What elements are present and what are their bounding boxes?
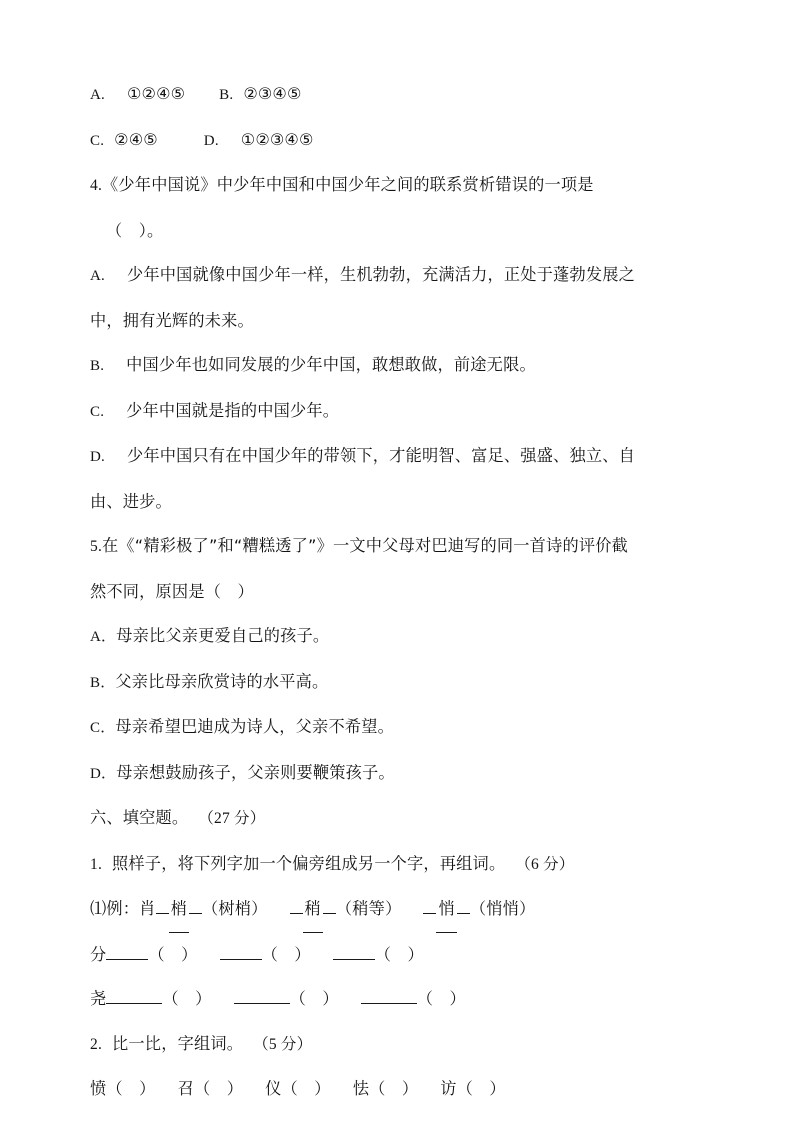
fill-q2-char-1: 愤 (90, 1079, 107, 1098)
fill-q1-row-1 (90, 933, 719, 978)
question4-stem-line1 (90, 163, 719, 209)
example-lead-underline-1 (156, 898, 169, 914)
question5-option-a-text: 母亲比父亲更爱自己的孩子。 (116, 626, 330, 645)
fill-q1-example-word-2: （稍等） (335, 899, 402, 918)
fill-q1-row1-paren-2[interactable]: （ ） (261, 944, 311, 964)
question5-number: 5. (90, 538, 103, 555)
option-b-letter: B. (219, 87, 234, 103)
fill-q1-row-2 (90, 977, 719, 1022)
fill-q2-char-5: 访 (440, 1079, 457, 1098)
fill-q1-example-base-char: 肖 (139, 899, 156, 918)
question4-option-d-line2 (90, 480, 719, 525)
question4-option-d-text-cont: 由、进步。 (90, 491, 172, 511)
question4-number: 4. (90, 177, 103, 194)
fill-q2-points: （5 分） (253, 1035, 313, 1053)
fill-q1-row2-paren-2[interactable]: （ ） (289, 989, 339, 1008)
fill-q2-number: 2. (90, 1035, 103, 1053)
option-c-letter: C. (90, 132, 105, 149)
fill-q1-row1-blank-2[interactable] (220, 944, 262, 960)
fill-q1-row1-base-char: 分 (90, 944, 107, 964)
fill-q1-row1-blank-3[interactable] (333, 944, 375, 960)
fill-q2-char-2: 召 (177, 1079, 194, 1098)
fill-q2-char-4: 怯 (352, 1079, 370, 1098)
fill-q1-row2-paren-1[interactable]: （ ） (162, 989, 212, 1008)
fill-q2-items-row (90, 1067, 719, 1112)
example-lead-underline-3 (423, 898, 436, 914)
question4-option-c-line1 (90, 389, 719, 435)
option-a-letter: A. (90, 87, 105, 103)
question4-option-a-line1 (90, 253, 719, 299)
option-d-text: ①②③④⑤ (240, 129, 314, 149)
fill-q1-row1-paren-1[interactable]: （ ） (148, 944, 198, 964)
fill-q1-row2-blank-3[interactable] (361, 988, 417, 1004)
fill-q1-example-answer-2: 稍 (303, 887, 323, 933)
fill-q1-example-word-1: （树梢） (201, 899, 268, 918)
fill-q1-prompt-row (90, 842, 719, 888)
fill-q2-blank-3[interactable]: （ ） (281, 1079, 331, 1098)
fill-q2-blank-5[interactable]: （ ） (456, 1079, 506, 1098)
fill-q1-row2-blank-1[interactable] (106, 988, 162, 1004)
question4-option-d-line1 (90, 434, 719, 480)
question5-option-c-letter: C． (90, 720, 116, 736)
question5-option-a-letter: A． (90, 629, 117, 645)
fill-q2-blank-4[interactable]: （ ） (369, 1079, 419, 1098)
fill-q2-blank-1[interactable]: （ ） (106, 1079, 156, 1098)
question5-option-a (90, 614, 719, 660)
question5-option-d-letter: D． (90, 765, 117, 782)
section-six-heading: 六、填空题。 (90, 808, 189, 827)
fill-q2-prompt-row (90, 1022, 719, 1068)
example-trail-underline-1 (189, 898, 202, 914)
question4-stem-line2 (90, 209, 719, 254)
fill-q1-example-answer-3: 悄 (436, 887, 456, 933)
option-b-text: ②③④⑤ (243, 84, 302, 103)
fill-q2-blank-2[interactable]: （ ） (193, 1079, 244, 1098)
question4-option-b-line1 (90, 343, 719, 389)
question5-option-b (90, 660, 719, 706)
section-six-heading-row (90, 796, 719, 842)
fill-q1-example-row (90, 887, 719, 933)
fill-q1-row2-base-char: 尧 (90, 989, 107, 1008)
fill-q1-example-label: ⑴例： (90, 899, 140, 918)
question4-option-c-text: 少年中国就是指的中国少年。 (126, 400, 340, 420)
question5-option-b-text: 父亲比母亲欣赏诗的水平高。 (115, 671, 329, 691)
option-d-letter: D. (203, 132, 219, 149)
fill-q1-points: （6 分） (515, 855, 575, 873)
question5-stem-text: 在《“精彩极了”和“糟糕透了”》一文中父母对巴迪写的同一首诗的评价截 (102, 536, 628, 555)
question5-option-c (90, 705, 719, 751)
question5-option-d-text: 母亲想鼓励孩子，父亲则要鞭策孩子。 (116, 762, 395, 782)
question4-option-d-text: 少年中国只有在中国少年的带领下，才能明智、富足、强盛、独立、自 (126, 446, 635, 465)
fill-q2-prompt: 比一比，字组词。 (112, 1033, 244, 1053)
question3-options-row-cd (90, 118, 719, 164)
question4-option-d-letter: D. (90, 449, 105, 465)
example-trail-underline-3 (457, 898, 470, 914)
fill-q1-example-answer-1: 梢 (169, 887, 189, 933)
question4-stem-text: 《少年中国说》中少年中国和中国少年之间的联系赏析错误的一项是 (102, 175, 594, 194)
question4-option-a-letter: A. (90, 268, 105, 284)
question5-option-c-text: 母亲希望巴迪成为诗人，父亲不希望。 (115, 717, 394, 736)
example-trail-underline-2 (323, 898, 336, 914)
question4-option-c-letter: C. (90, 403, 105, 420)
fill-q1-row1-blank-1[interactable] (106, 944, 148, 960)
fill-q1-row2-blank-2[interactable] (234, 988, 290, 1004)
option-c-text: ②④⑤ (114, 129, 158, 149)
question4-option-b-text: 中国少年也如同发展的少年中国，敢想敢做，前途无限。 (126, 355, 536, 374)
question4-option-a-text: 少年中国就像中国少年一样，生机勃勃，充满活力，正处于蓬勃发展之 (126, 265, 635, 284)
fill-q1-example-word-3: （悄悄） (469, 899, 536, 918)
question4-option-b-letter: B. (90, 358, 105, 374)
question5-option-b-letter: B． (90, 674, 116, 691)
option-a-text: ①②④⑤ (126, 84, 186, 103)
question5-option-d (90, 751, 719, 797)
example-lead-underline-2 (290, 898, 303, 914)
fill-q1-row1-paren-3[interactable]: （ ） (374, 944, 424, 964)
question4-answer-bracket: （ ）。 (106, 220, 164, 240)
fill-q1-row2-paren-3[interactable]: （ ） (416, 989, 466, 1008)
question4-option-a-line2 (90, 299, 719, 344)
question5-stem-line2 (90, 570, 719, 615)
question5-stem-line1 (90, 524, 719, 570)
fill-q2-char-3: 仪 (265, 1079, 282, 1098)
question4-option-a-text-cont: 中，拥有光辉的未来。 (90, 310, 254, 330)
fill-q1-prompt: 照样子，将下列字加一个偏旁组成另一个字，再组词。 (112, 853, 506, 873)
question3-options-row-ab (90, 72, 719, 118)
fill-q1-number: 1. (90, 855, 103, 873)
question5-stem-text-cont: 然不同，原因是（ ） (90, 581, 254, 601)
section-six-points: （27 分） (198, 810, 266, 827)
